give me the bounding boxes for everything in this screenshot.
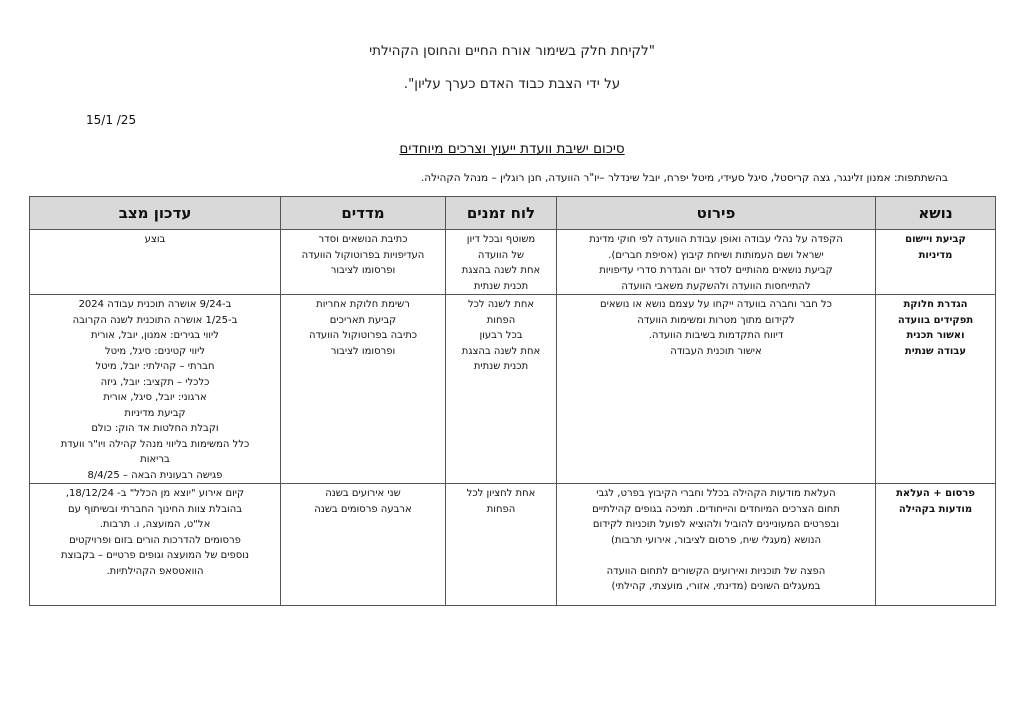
column-header-topic: נושא [876, 197, 996, 230]
cell-line: כלכלי – תקציב: יובל, גיזה [100, 376, 210, 388]
cell-line: שני אירועים בשנה [325, 488, 401, 499]
topic-cell [876, 230, 996, 295]
cell-line: אישור תוכנית העבודה [670, 345, 762, 357]
cell-line: ופרסומו לציבור [330, 265, 396, 276]
cell-line: עבודה שנתית [904, 345, 967, 357]
participants-line: בהשתתפות: אמנון זלינגר, גצה קריסטל, סיגל סעידי, מיטל יפרח, יובל שינדלר –יו"ר הוועדה, חנן רוגלין – מנהל הקהילה. [420, 172, 948, 184]
column-header-timeline: לוח זמנים [446, 197, 557, 230]
cell-line: אחת לשנה לכל [467, 299, 535, 310]
cell-line: ובפרטים המעוניינים להוביל ולהוציא לפועל תוכניות לקידום [592, 519, 840, 530]
blank-line [560, 548, 872, 564]
cell-line: חברתי – קהילתי: יובל, מיטל [95, 361, 215, 372]
detail-cell [557, 484, 876, 606]
cell-line: קביעת נושאים מהותיים לסדר יום והגדרת סדרי עדיפויות [599, 265, 833, 276]
cell-line: העלאת מודעות הקהילה בכלל וחברי הקיבוץ בפרט, לגבי [596, 488, 836, 499]
cell-line: במעגלים השונים (מדינתי, אזורי, מועצתי, קהילתי) [611, 581, 821, 592]
column-header-detail: פירוט [557, 197, 876, 230]
summary-table [29, 196, 996, 606]
cell-line: משוטף ובכל דיון [466, 234, 536, 245]
cell-line: הנושא (מעגלי שיח, פרסום לציבור, אירועי תרבות) [610, 534, 822, 546]
meeting-date: 15/1 /25 [86, 113, 137, 127]
detail-cell [557, 230, 876, 295]
status-cell [30, 230, 281, 295]
cell-line: ארבעה פרסומים בשנה [314, 503, 412, 515]
timeline-cell [446, 295, 557, 484]
cell-line: ליווי קטינים: סיגל, מיטל [104, 345, 206, 357]
cell-line: תכנית שנתית [473, 280, 529, 292]
cell-line: הוואטסאפ הקהילתיות. [106, 565, 204, 577]
timeline-cell [446, 230, 557, 295]
cell-line: תכנית שנתית [473, 361, 529, 372]
table-header-row [30, 197, 996, 230]
cell-line: בוצע [144, 234, 166, 245]
detail-cell [557, 295, 876, 484]
cell-line: פרסומים להדרכות הורים בזום ופרויקטים [69, 534, 241, 546]
column-header-metrics: מדדים [281, 197, 446, 230]
cell-line: כתיבה בפרוטוקול הוועדה [308, 330, 418, 341]
cell-line: וקבלת החלטות אד הוק: כולם [91, 423, 219, 434]
cell-line: רשימת חלוקת אחריות [316, 299, 410, 310]
cell-line: פגישה רבעונית הבאה – 8/4/25 [87, 469, 223, 481]
document-title: סיכום ישיבת וועדת ייעוץ וצרכים מיוחדים [399, 141, 625, 157]
cell-line: לקידום מתוך מטרות ומשימות הוועדה [637, 314, 795, 326]
table-row [30, 295, 996, 484]
cell-line: ואשור תכנית [906, 330, 965, 341]
cell-line: קיום אירוע "יוצא מן הכלל" ב- 18/12/24, [65, 488, 245, 499]
motto-line-1: "לקיחת חלק בשימור אורח החיים והחוסן הקהילתי [369, 43, 655, 59]
cell-line: מודעות בקהילה [898, 503, 973, 515]
status-cell [30, 484, 281, 606]
cell-line: כלל המשימות בליווי מנהל קהילה ויו"ר וועדת [60, 438, 250, 450]
cell-line: ב-1/25 אושרה התוכנית לשנה הקרובה [72, 314, 238, 326]
cell-line: קביעת מדיניות [124, 407, 186, 419]
cell-line: ליווי בגירים: אמנון, יובל, אורית [91, 330, 219, 341]
cell-line: פרסום + העלאת [896, 488, 975, 499]
cell-line: בהובלת צוות החינוך החברתי ובשיתוף עם [67, 503, 243, 515]
metrics-cell [281, 230, 446, 295]
cell-line: ב-9/24 אושרה תוכנית עבודה 2024 [78, 299, 232, 310]
metrics-cell [281, 295, 446, 484]
cell-line: ארגוני: יובל, סיגל, אורית [103, 392, 207, 403]
cell-line: בכל רבעון [479, 330, 523, 341]
cell-line: הפצה של תוכניות ואירועים הקשורים לתחום הוועדה [606, 565, 826, 577]
cell-line: הקפדה על נהלי עבודה ואופן עבודת הוועדה לפי חוקי מדינת [589, 234, 843, 245]
cell-line: קביעת תאריכים [329, 314, 397, 326]
cell-line: תפקידים בוועדה [897, 314, 974, 326]
cell-line: אחת לשנה בהצגת [461, 345, 541, 357]
cell-line: ופרסומו לציבור [330, 345, 396, 357]
cell-line: הפחות [486, 314, 516, 326]
timeline-cell [446, 484, 557, 606]
cell-line: מדיניות [918, 249, 953, 261]
cell-line: העדיפויות בפרוטוקול הוועדה [301, 249, 425, 261]
table-row [30, 484, 996, 606]
cell-line: להתייחסות הוועדה ולהשקעת משאבי הוועדה [621, 280, 811, 292]
cell-line: תחום הצרכים המיוחדים והייחודים. תמיכה בגופים קהילתיים [592, 503, 840, 515]
topic-cell [876, 484, 996, 606]
cell-line: דיווח התקדמות בשיבות הוועדה. [648, 330, 784, 341]
topic-cell [876, 295, 996, 484]
cell-line: כתיבת הנושאים וסדר [318, 234, 408, 245]
cell-line: הפחות [486, 503, 516, 515]
status-cell [30, 295, 281, 484]
cell-line: קביעת ויישום [905, 234, 966, 245]
cell-line: ישראל ושם העמותות ושיחת קיבוץ (אסיפת חברים). [608, 249, 824, 261]
cell-line: אל"ט, המועצה, ו. תרבות. [99, 519, 211, 530]
metrics-cell [281, 484, 446, 606]
cell-line: אחת לשנה בהצגת [461, 265, 541, 276]
cell-line: אחת לחציון לכל [466, 488, 536, 499]
cell-line: הגדרת חלוקת [903, 299, 968, 310]
cell-line: כל חבר וחברה בוועדה ייקחו על עצמם נושא או נושאים [600, 299, 832, 310]
motto-line-2: על ידי הצבת כבוד האדם כערך עליון". [403, 76, 621, 92]
table-row [30, 230, 996, 295]
column-header-status: עדכון מצב [30, 197, 281, 230]
cell-line: של הוועדה [477, 249, 525, 261]
cell-line: בריאות [140, 454, 170, 465]
cell-line: נוספים של המועצה וגופים פרטיים – בקבוצת [60, 550, 249, 561]
